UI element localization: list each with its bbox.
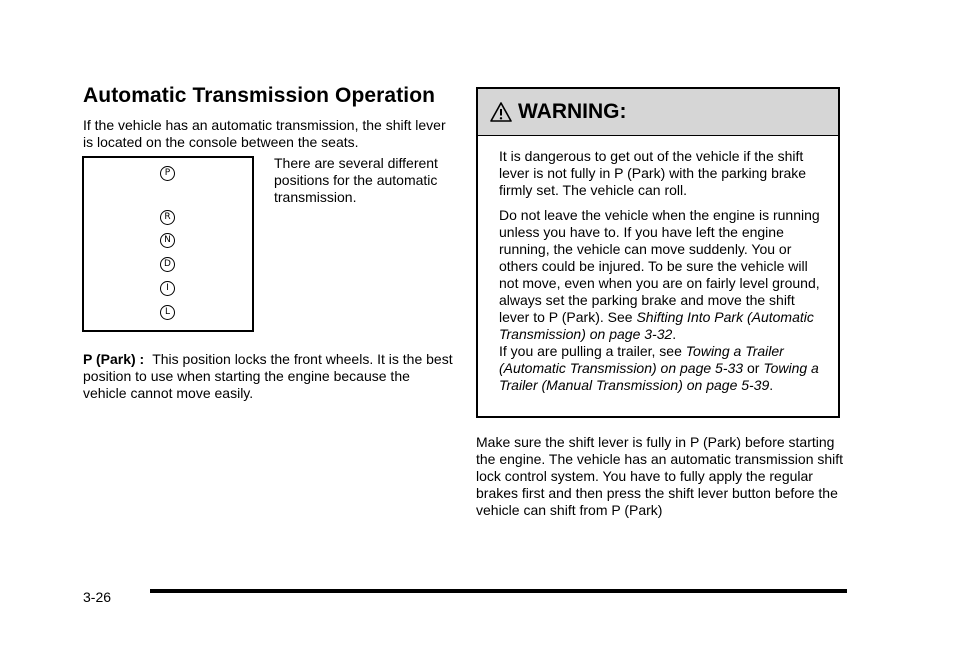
page-number: 3-26: [83, 589, 112, 605]
shift-pattern-diagram: [82, 156, 254, 332]
warning-paragraph-2: [499, 207, 824, 394]
end-period: .: [769, 377, 774, 393]
towing-manual-link[interactable]: Towing a Trailer (Manual Transmission) on page 5‑39: [499, 360, 819, 393]
gear-i-label: I: [160, 281, 175, 296]
park-term: P (Park) :: [83, 351, 145, 367]
park-description: [83, 351, 455, 402]
shifting-into-park-link[interactable]: Shifting Into Park (Automatic Transmission) on page 3‑32: [499, 309, 814, 342]
shift-lock-paragraph: Make sure the shift lever is fully in P (Park) before starting the engine. The vehicle has an automatic transmission shift lock control system. You have to fully apply the regular brakes first and then press the shift lever button before the vehicle can shift from P (Park): [476, 434, 844, 518]
gear-n-label: N: [160, 233, 175, 248]
towing-automatic-link[interactable]: Towing a Trailer (Automatic Transmission) on page 5‑33: [499, 343, 784, 376]
gear-d-label: D: [160, 257, 175, 272]
warning-title: WARNING:: [518, 100, 627, 123]
gear-r-label: R: [160, 210, 175, 225]
park-text: This position locks the front wheels. It is the best position to use when starting the engine because the vehicle cannot move easily.: [83, 351, 453, 401]
or-text: or: [743, 360, 764, 376]
period: .: [672, 326, 677, 342]
intro-paragraph: If the vehicle has an automatic transmission, the shift lever is located on the console between the seats.: [83, 117, 446, 150]
gear-l-label: L: [160, 305, 175, 320]
trailer-text: If you are pulling a trailer, see: [499, 343, 686, 359]
gear-p-label: P: [160, 166, 175, 181]
warning-triangle-icon: [490, 101, 512, 123]
warning-paragraph-1: It is dangerous to get out of the vehicle if the shift lever is not fully in P (Park) with the parking brake firmly set. The vehicle can roll.: [499, 148, 807, 198]
section-heading: Automatic Transmission Operation: [83, 84, 436, 107]
warning-content: [478, 136, 838, 394]
warning-box: [476, 87, 840, 418]
positions-note: There are several different positions for the automatic transmission.: [274, 155, 438, 205]
warning-paragraph-2-text: Do not leave the vehicle when the engine is running unless you have to. If you have left the engine running, the vehicle can move suddenly. You or others could be injured. To be sure the vehicle will not move, even when you are on fairly level ground, always set the parking brake and move the shift lever to P (Park). See: [499, 207, 820, 325]
warning-header: [478, 89, 838, 136]
footer-rule: [150, 589, 847, 593]
